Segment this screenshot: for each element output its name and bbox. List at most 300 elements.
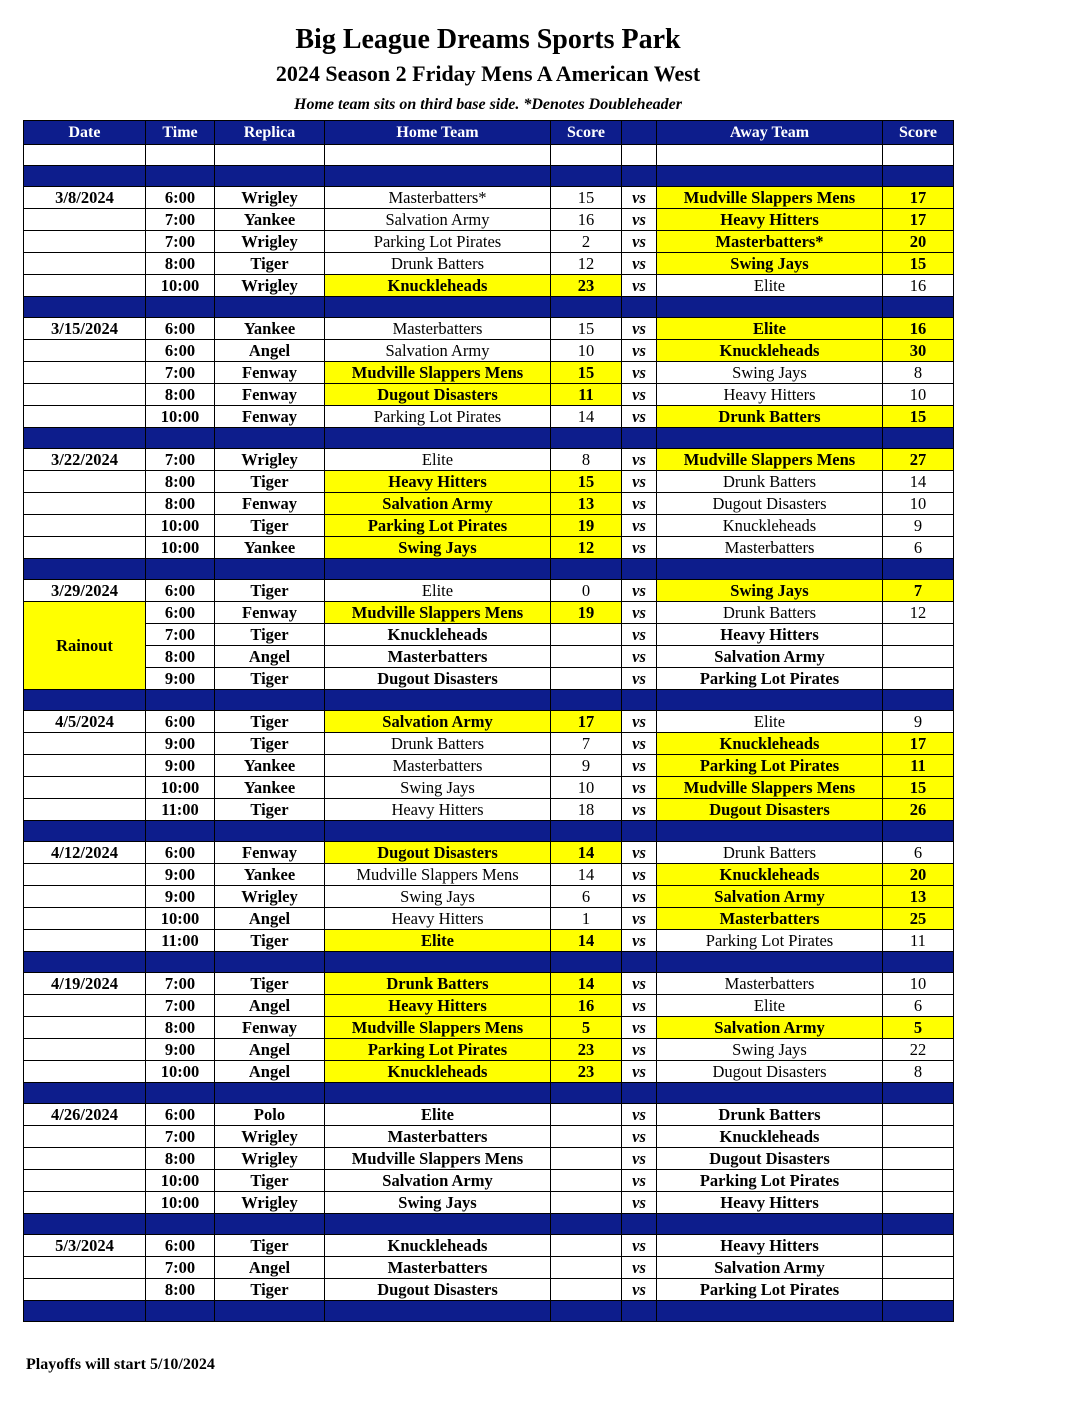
- game-time: 8:00: [146, 493, 215, 515]
- week-separator-cell: [622, 1301, 657, 1322]
- game-row: [24, 449, 954, 471]
- vs-label: vs: [622, 493, 657, 515]
- game-row: [24, 1039, 954, 1061]
- away-score: [883, 1148, 954, 1170]
- away-score: 11: [883, 755, 954, 777]
- week-separator-cell: [657, 559, 883, 580]
- away-team: Drunk Batters: [657, 602, 883, 624]
- away-score: 20: [883, 864, 954, 886]
- replica-field: Angel: [215, 1257, 325, 1279]
- away-score: 12: [883, 602, 954, 624]
- away-team: Heavy Hitters: [657, 624, 883, 646]
- home-team: Masterbatters: [325, 1257, 551, 1279]
- week-separator-cell: [551, 1301, 622, 1322]
- home-team: Swing Jays: [325, 777, 551, 799]
- week-separator-cell: [325, 166, 551, 187]
- home-team: Heavy Hitters: [325, 799, 551, 821]
- vs-label: vs: [622, 406, 657, 428]
- away-score: 15: [883, 406, 954, 428]
- replica-field: Angel: [215, 995, 325, 1017]
- week-separator-cell: [24, 1214, 146, 1235]
- away-team: Heavy Hitters: [657, 1192, 883, 1214]
- week-separator-cell: [215, 821, 325, 842]
- replica-field: Tiger: [215, 799, 325, 821]
- week-separator-cell: [551, 1214, 622, 1235]
- vs-label: vs: [622, 209, 657, 231]
- rainout-label: Rainout: [24, 602, 146, 690]
- game-time: 11:00: [146, 930, 215, 952]
- away-team: Parking Lot Pirates: [657, 930, 883, 952]
- game-time: 8:00: [146, 471, 215, 493]
- game-date-empty: [24, 886, 146, 908]
- vs-label: vs: [622, 1104, 657, 1126]
- game-time: 6:00: [146, 1104, 215, 1126]
- vs-label: vs: [622, 646, 657, 668]
- week-separator-cell: [657, 166, 883, 187]
- away-team: Salvation Army: [657, 1257, 883, 1279]
- week-separator-cell: [215, 297, 325, 318]
- vs-label: vs: [622, 995, 657, 1017]
- game-row: [24, 1192, 954, 1214]
- game-row: [24, 646, 954, 668]
- vs-label: vs: [622, 1257, 657, 1279]
- home-team: Knuckleheads: [325, 1061, 551, 1083]
- game-row: [24, 711, 954, 733]
- home-score: [551, 1257, 622, 1279]
- game-time: 8:00: [146, 1148, 215, 1170]
- week-separator-cell: [883, 952, 954, 973]
- replica-field: Wrigley: [215, 449, 325, 471]
- blank-row-cell: [622, 145, 657, 166]
- home-score: 15: [551, 318, 622, 340]
- game-date-empty: [24, 1126, 146, 1148]
- away-team: Elite: [657, 318, 883, 340]
- away-team: Dugout Disasters: [657, 799, 883, 821]
- vs-label: vs: [622, 755, 657, 777]
- away-team: Mudville Slappers Mens: [657, 777, 883, 799]
- away-team: Salvation Army: [657, 886, 883, 908]
- game-row: [24, 1148, 954, 1170]
- week-separator-cell: [146, 1214, 215, 1235]
- away-team: Knuckleheads: [657, 1126, 883, 1148]
- replica-field: Tiger: [215, 253, 325, 275]
- away-team: Masterbatters: [657, 973, 883, 995]
- away-score: 6: [883, 995, 954, 1017]
- game-time: 6:00: [146, 1235, 215, 1257]
- away-team: Salvation Army: [657, 1017, 883, 1039]
- game-time: 8:00: [146, 384, 215, 406]
- game-time: 6:00: [146, 842, 215, 864]
- game-row: [24, 668, 954, 690]
- game-row: [24, 1061, 954, 1083]
- week-separator-cell: [622, 952, 657, 973]
- home-team: Drunk Batters: [325, 253, 551, 275]
- week-separator-cell: [883, 1214, 954, 1235]
- away-team: Dugout Disasters: [657, 493, 883, 515]
- week-separator: [24, 297, 954, 318]
- game-row: [24, 384, 954, 406]
- home-score: [551, 1235, 622, 1257]
- game-time: 10:00: [146, 1061, 215, 1083]
- away-score: 13: [883, 886, 954, 908]
- week-separator: [24, 690, 954, 711]
- away-team: Heavy Hitters: [657, 209, 883, 231]
- home-team: Elite: [325, 1104, 551, 1126]
- home-score: 15: [551, 362, 622, 384]
- replica-field: Tiger: [215, 733, 325, 755]
- game-row: [24, 1279, 954, 1301]
- week-separator-cell: [146, 428, 215, 449]
- away-score: [883, 1192, 954, 1214]
- game-date-empty: [24, 275, 146, 297]
- vs-label: vs: [622, 668, 657, 690]
- away-score: [883, 1170, 954, 1192]
- week-separator-cell: [551, 166, 622, 187]
- game-time: 10:00: [146, 908, 215, 930]
- home-score: 14: [551, 406, 622, 428]
- home-team: Dugout Disasters: [325, 668, 551, 690]
- replica-field: Yankee: [215, 864, 325, 886]
- col-vs-header: [622, 121, 657, 145]
- week-separator-cell: [24, 559, 146, 580]
- week-separator-cell: [551, 559, 622, 580]
- home-team: Masterbatters: [325, 755, 551, 777]
- game-row: [24, 471, 954, 493]
- week-separator-cell: [215, 428, 325, 449]
- away-score: 16: [883, 318, 954, 340]
- home-team: Heavy Hitters: [325, 471, 551, 493]
- away-score: 27: [883, 449, 954, 471]
- home-team: Masterbatters: [325, 646, 551, 668]
- game-date-empty: [24, 253, 146, 275]
- home-score: 13: [551, 493, 622, 515]
- away-team: Masterbatters: [657, 537, 883, 559]
- week-separator-cell: [146, 952, 215, 973]
- week-separator-cell: [883, 1301, 954, 1322]
- away-team: Dugout Disasters: [657, 1148, 883, 1170]
- week-separator-cell: [24, 952, 146, 973]
- game-date-empty: [24, 733, 146, 755]
- game-row: [24, 406, 954, 428]
- away-team: Knuckleheads: [657, 515, 883, 537]
- week-separator-cell: [883, 821, 954, 842]
- game-row: [24, 253, 954, 275]
- week-separator-cell: [551, 952, 622, 973]
- game-row: [24, 777, 954, 799]
- blank-row-cell: [551, 145, 622, 166]
- home-score: 14: [551, 973, 622, 995]
- home-score: 16: [551, 995, 622, 1017]
- home-team: Masterbatters: [325, 318, 551, 340]
- game-date: 3/15/2024: [24, 318, 146, 340]
- home-team: Mudville Slappers Mens: [325, 362, 551, 384]
- blank-row-cell: [215, 145, 325, 166]
- replica-field: Wrigley: [215, 275, 325, 297]
- away-score: 15: [883, 777, 954, 799]
- away-team: Elite: [657, 711, 883, 733]
- game-time: 9:00: [146, 668, 215, 690]
- away-score: 10: [883, 973, 954, 995]
- away-team: Parking Lot Pirates: [657, 1279, 883, 1301]
- away-team: Mudville Slappers Mens: [657, 449, 883, 471]
- game-row: [24, 1257, 954, 1279]
- game-date-empty: [24, 995, 146, 1017]
- week-separator-cell: [146, 1301, 215, 1322]
- game-time: 9:00: [146, 864, 215, 886]
- home-score: [551, 1192, 622, 1214]
- game-time: 10:00: [146, 515, 215, 537]
- week-separator-cell: [657, 1083, 883, 1104]
- schedule-table: [23, 120, 954, 1322]
- home-team: Elite: [325, 580, 551, 602]
- away-score: 7: [883, 580, 954, 602]
- blank-row-cell: [883, 145, 954, 166]
- game-time: 10:00: [146, 1170, 215, 1192]
- game-date-empty: [24, 1257, 146, 1279]
- away-team: Swing Jays: [657, 362, 883, 384]
- header-row: [24, 121, 954, 145]
- vs-label: vs: [622, 537, 657, 559]
- home-team: Knuckleheads: [325, 624, 551, 646]
- game-time: 8:00: [146, 646, 215, 668]
- home-score: 10: [551, 777, 622, 799]
- game-row: [24, 799, 954, 821]
- vs-label: vs: [622, 1235, 657, 1257]
- col-home-score-header: Score: [551, 121, 622, 145]
- week-separator-cell: [657, 952, 883, 973]
- game-time: 7:00: [146, 209, 215, 231]
- week-separator-cell: [622, 559, 657, 580]
- away-score: [883, 646, 954, 668]
- home-score: 2: [551, 231, 622, 253]
- vs-label: vs: [622, 1192, 657, 1214]
- col-away-team-header: Away Team: [657, 121, 883, 145]
- away-team: Parking Lot Pirates: [657, 755, 883, 777]
- game-date-empty: [24, 799, 146, 821]
- week-separator: [24, 952, 954, 973]
- vs-label: vs: [622, 187, 657, 209]
- home-score: 10: [551, 340, 622, 362]
- away-team: Knuckleheads: [657, 733, 883, 755]
- week-separator-cell: [551, 1083, 622, 1104]
- game-time: 9:00: [146, 733, 215, 755]
- vs-label: vs: [622, 231, 657, 253]
- week-separator-cell: [551, 428, 622, 449]
- game-row: [24, 930, 954, 952]
- week-separator: [24, 559, 954, 580]
- home-team: Mudville Slappers Mens: [325, 864, 551, 886]
- away-score: 8: [883, 362, 954, 384]
- game-row: [24, 362, 954, 384]
- week-separator-cell: [146, 297, 215, 318]
- game-time: 9:00: [146, 755, 215, 777]
- game-date-empty: [24, 1148, 146, 1170]
- vs-label: vs: [622, 842, 657, 864]
- home-score: 6: [551, 886, 622, 908]
- home-team: Knuckleheads: [325, 275, 551, 297]
- week-separator-cell: [622, 690, 657, 711]
- replica-field: Wrigley: [215, 231, 325, 253]
- home-team: Parking Lot Pirates: [325, 515, 551, 537]
- replica-field: Yankee: [215, 318, 325, 340]
- game-row: [24, 1104, 954, 1126]
- vs-label: vs: [622, 930, 657, 952]
- game-date-empty: [24, 493, 146, 515]
- away-team: Parking Lot Pirates: [657, 1170, 883, 1192]
- vs-label: vs: [622, 1017, 657, 1039]
- home-team: Parking Lot Pirates: [325, 1039, 551, 1061]
- away-score: [883, 1279, 954, 1301]
- replica-field: Angel: [215, 908, 325, 930]
- game-row: [24, 602, 954, 624]
- game-row: [24, 1170, 954, 1192]
- game-time: 7:00: [146, 995, 215, 1017]
- game-time: 8:00: [146, 1017, 215, 1039]
- game-row: [24, 187, 954, 209]
- home-team: Salvation Army: [325, 711, 551, 733]
- away-score: 5: [883, 1017, 954, 1039]
- game-row: [24, 580, 954, 602]
- week-separator-cell: [622, 1083, 657, 1104]
- vs-label: vs: [622, 624, 657, 646]
- vs-label: vs: [622, 384, 657, 406]
- game-row: [24, 1126, 954, 1148]
- game-row: [24, 624, 954, 646]
- week-separator-cell: [883, 166, 954, 187]
- away-team: Elite: [657, 995, 883, 1017]
- game-row: [24, 864, 954, 886]
- away-score: 10: [883, 493, 954, 515]
- game-date: 4/19/2024: [24, 973, 146, 995]
- replica-field: Yankee: [215, 755, 325, 777]
- week-separator-cell: [215, 166, 325, 187]
- week-separator-cell: [325, 297, 551, 318]
- home-score: 23: [551, 1039, 622, 1061]
- game-row: [24, 1017, 954, 1039]
- home-team: Masterbatters*: [325, 187, 551, 209]
- home-team: Parking Lot Pirates: [325, 231, 551, 253]
- home-team: Mudville Slappers Mens: [325, 1148, 551, 1170]
- replica-field: Fenway: [215, 384, 325, 406]
- vs-label: vs: [622, 777, 657, 799]
- game-row: [24, 318, 954, 340]
- game-row: [24, 842, 954, 864]
- vs-label: vs: [622, 886, 657, 908]
- game-date: 4/5/2024: [24, 711, 146, 733]
- home-score: 18: [551, 799, 622, 821]
- replica-field: Wrigley: [215, 1148, 325, 1170]
- week-separator-cell: [657, 690, 883, 711]
- away-score: 6: [883, 537, 954, 559]
- game-time: 7:00: [146, 1126, 215, 1148]
- game-time: 6:00: [146, 340, 215, 362]
- away-score: 15: [883, 253, 954, 275]
- vs-label: vs: [622, 733, 657, 755]
- week-separator-cell: [622, 821, 657, 842]
- vs-label: vs: [622, 1148, 657, 1170]
- blank-row: [24, 145, 954, 166]
- game-time: 7:00: [146, 362, 215, 384]
- replica-field: Tiger: [215, 711, 325, 733]
- page-subtitle: 2024 Season 2 Friday Mens A American West: [275, 61, 701, 86]
- home-score: 23: [551, 1061, 622, 1083]
- away-score: [883, 624, 954, 646]
- away-score: 9: [883, 711, 954, 733]
- week-separator-cell: [551, 821, 622, 842]
- game-time: 7:00: [146, 1257, 215, 1279]
- game-row: [24, 973, 954, 995]
- game-row: [24, 493, 954, 515]
- week-separator-cell: [657, 297, 883, 318]
- home-team: Salvation Army: [325, 209, 551, 231]
- replica-field: Tiger: [215, 515, 325, 537]
- away-team: Drunk Batters: [657, 842, 883, 864]
- vs-label: vs: [622, 1170, 657, 1192]
- col-home-team-header: Home Team: [325, 121, 551, 145]
- away-team: Knuckleheads: [657, 864, 883, 886]
- home-score: 16: [551, 209, 622, 231]
- week-separator: [24, 821, 954, 842]
- week-separator-cell: [24, 297, 146, 318]
- replica-field: Tiger: [215, 1235, 325, 1257]
- away-score: 17: [883, 209, 954, 231]
- home-score: 14: [551, 864, 622, 886]
- away-score: 16: [883, 275, 954, 297]
- home-team: Dugout Disasters: [325, 1279, 551, 1301]
- week-separator-cell: [215, 559, 325, 580]
- week-separator-cell: [551, 297, 622, 318]
- week-separator-cell: [215, 952, 325, 973]
- vs-label: vs: [622, 602, 657, 624]
- away-score: 17: [883, 187, 954, 209]
- vs-label: vs: [622, 340, 657, 362]
- game-date-empty: [24, 340, 146, 362]
- week-separator-cell: [622, 297, 657, 318]
- week-separator-cell: [146, 166, 215, 187]
- home-score: 14: [551, 930, 622, 952]
- home-score: [551, 1148, 622, 1170]
- replica-field: Wrigley: [215, 187, 325, 209]
- away-score: 22: [883, 1039, 954, 1061]
- vs-label: vs: [622, 1279, 657, 1301]
- game-time: 7:00: [146, 449, 215, 471]
- vs-label: vs: [622, 799, 657, 821]
- week-separator-cell: [657, 1301, 883, 1322]
- home-team: Swing Jays: [325, 1192, 551, 1214]
- away-team: Salvation Army: [657, 646, 883, 668]
- replica-field: Angel: [215, 1039, 325, 1061]
- home-score: 7: [551, 733, 622, 755]
- week-separator-cell: [622, 428, 657, 449]
- replica-field: Yankee: [215, 537, 325, 559]
- week-separator-cell: [622, 1214, 657, 1235]
- away-team: Drunk Batters: [657, 471, 883, 493]
- away-score: 8: [883, 1061, 954, 1083]
- week-separator-cell: [883, 690, 954, 711]
- home-score: [551, 1170, 622, 1192]
- home-score: [551, 668, 622, 690]
- away-team: Dugout Disasters: [657, 1061, 883, 1083]
- home-score: 12: [551, 537, 622, 559]
- game-time: 6:00: [146, 580, 215, 602]
- week-separator: [24, 1083, 954, 1104]
- blank-row-cell: [24, 145, 146, 166]
- replica-field: Tiger: [215, 624, 325, 646]
- replica-field: Fenway: [215, 842, 325, 864]
- home-score: 0: [551, 580, 622, 602]
- game-date: 4/12/2024: [24, 842, 146, 864]
- home-score: 1: [551, 908, 622, 930]
